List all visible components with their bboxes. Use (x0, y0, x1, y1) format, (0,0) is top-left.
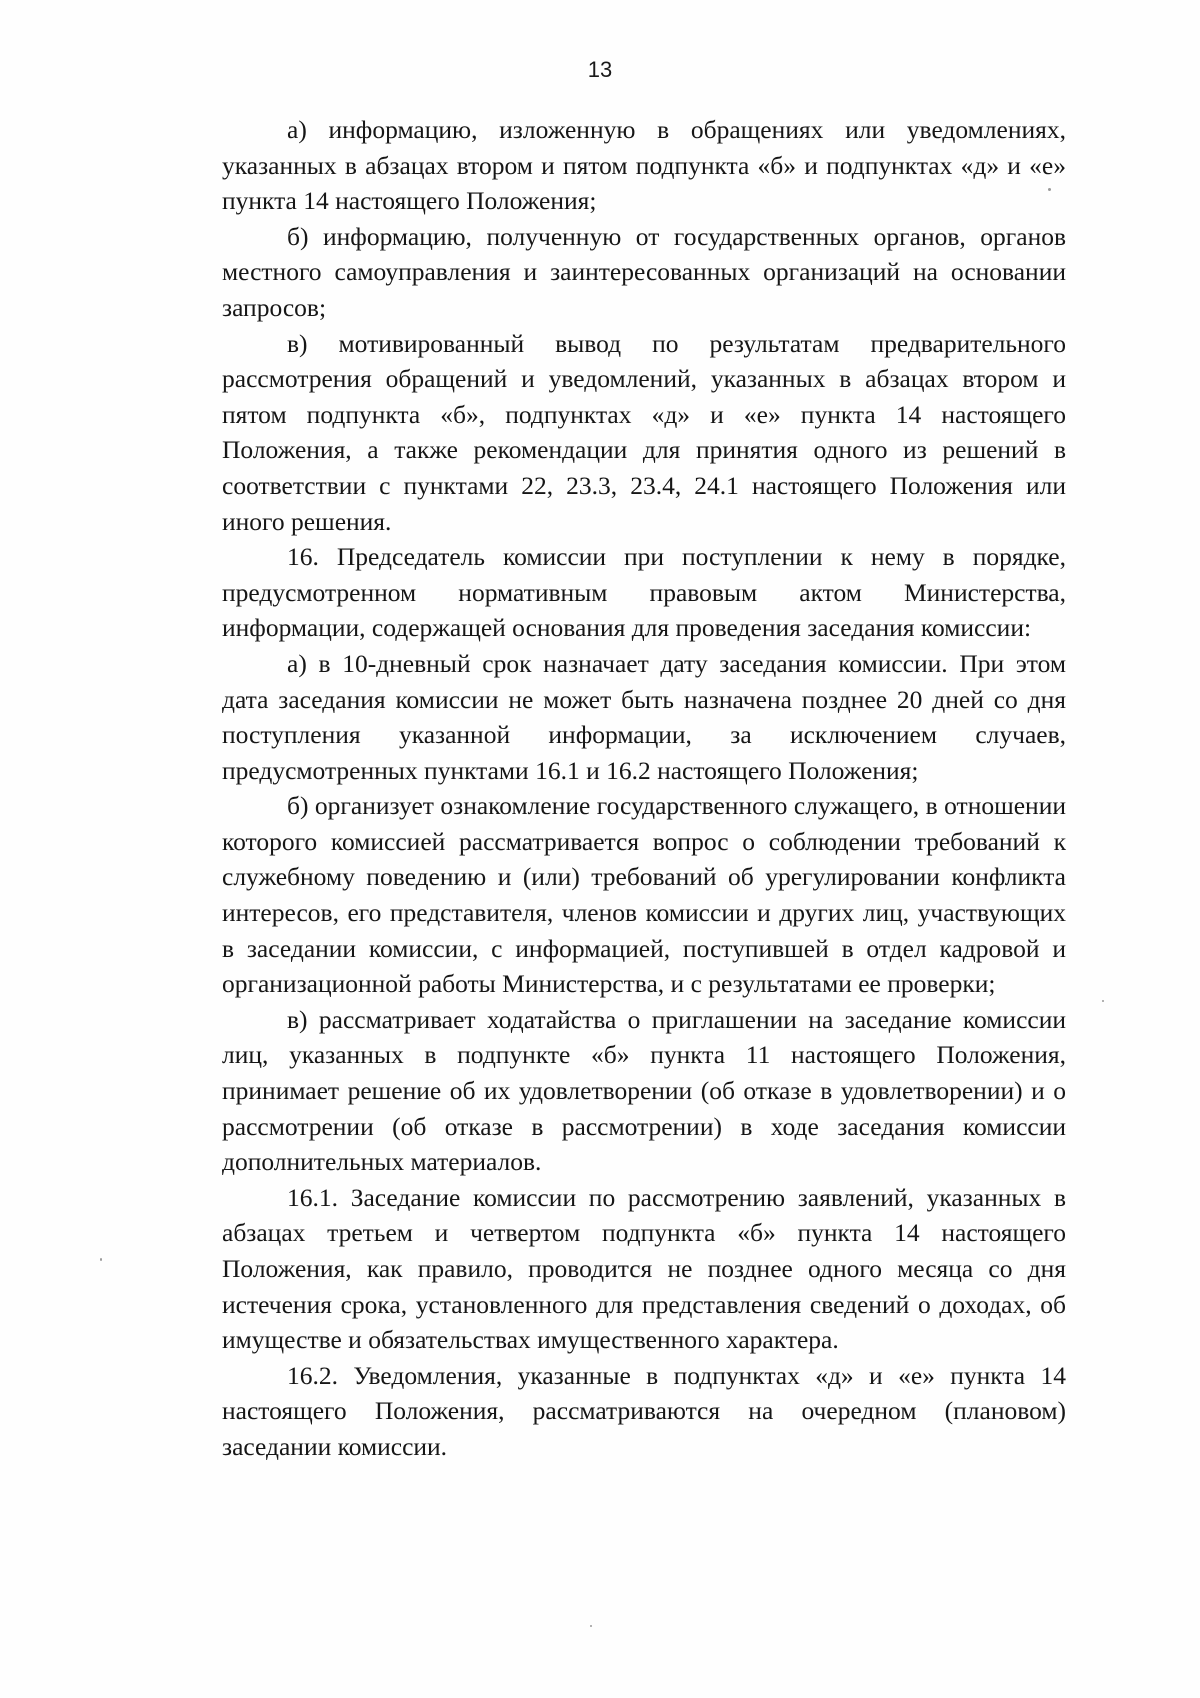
paragraph-16v: в) рассматривает ходатайства о приглашении на заседание комиссии лиц, указанных в подпункте «б» пункта 11 настоящего Положения, принимает решение об их удовлетворении (об отказе в удовлетворении) и о рассмотрении (об отказе в рассмотрении) в ходе заседания комиссии дополнительных материалов. (222, 1004, 1066, 1177)
paragraph-15b: б) информацию, полученную от государственных органов, органов местного самоуправления и заинтересованных организаций на основании запросов; (222, 221, 1066, 322)
paragraph-16a: а) в 10-дневный срок назначает дату заседания комиссии. При этом дата заседания комиссии не может быть назначена позднее 20 дней со дня поступления указанной информации, за исключением случаев, предусмотренных пунктами 16.1 и 16.2 настоящего Положения; (222, 648, 1066, 785)
paragraph-15a: а) информацию, изложенную в обращениях или уведомлениях, указанных в абзацах втором и пятом подпункта «б» и подпунктах «д» и «е» пункта 14 настоящего Положения; (222, 115, 1066, 216)
scan-speck (100, 1258, 102, 1261)
page-number: 13 (587, 57, 613, 82)
paragraph-15v: в) мотивированный вывод по результатам предварительного рассмотрения обращений и уведомлений, указанных в абзацах втором и пятом подпункта «б», подпунктах «д» и «е» пункта 14 настоящего Положения, а также рекомендации для принятия одного из решений в соответствии с пунктами 22, 23.3, 23.4, 24.1 настоящего Положения или иного решения. (222, 328, 1066, 536)
paragraph-16b: б) организует ознакомление государственного служащего, в отношении которого комиссией рассматривается вопрос о соблюдении требований к служебному поведению и (или) требований об урегулировании конфликта интересов, его представителя, членов комиссии и других лиц, участвующих в заседании комиссии, с информацией, поступившей в отдел кадровой и организационной работы Министерства, и с результатами ее проверки; (222, 791, 1066, 999)
paragraph-16-1: 16.1. Заседание комиссии по рассмотрению заявлений, указанных в абзацах третьем и четвертом подпункта «б» пункта 14 настоящего Положения, как правило, проводится не позднее одного месяца со дня истечения срока, установленного для представления сведений о доходах, об имуществе и обязательствах имущественного характера. (222, 1182, 1066, 1355)
scan-speck (1048, 188, 1051, 191)
paragraph-16: 16. Председатель комиссии при поступлении к нему в порядке, предусмотренном нормативным правовым актом Министерства, информации, содержащей основания для проведения заседания комиссии: (222, 542, 1066, 643)
document-body (222, 112, 1066, 1465)
scan-speck (1102, 1000, 1104, 1002)
scan-speck (590, 1625, 592, 1627)
paragraph-16-2: 16.2. Уведомления, указанные в подпунктах «д» и «е» пункта 14 настоящего Положения, рассматриваются на очередном (плановом) заседании комиссии. (222, 1360, 1066, 1461)
